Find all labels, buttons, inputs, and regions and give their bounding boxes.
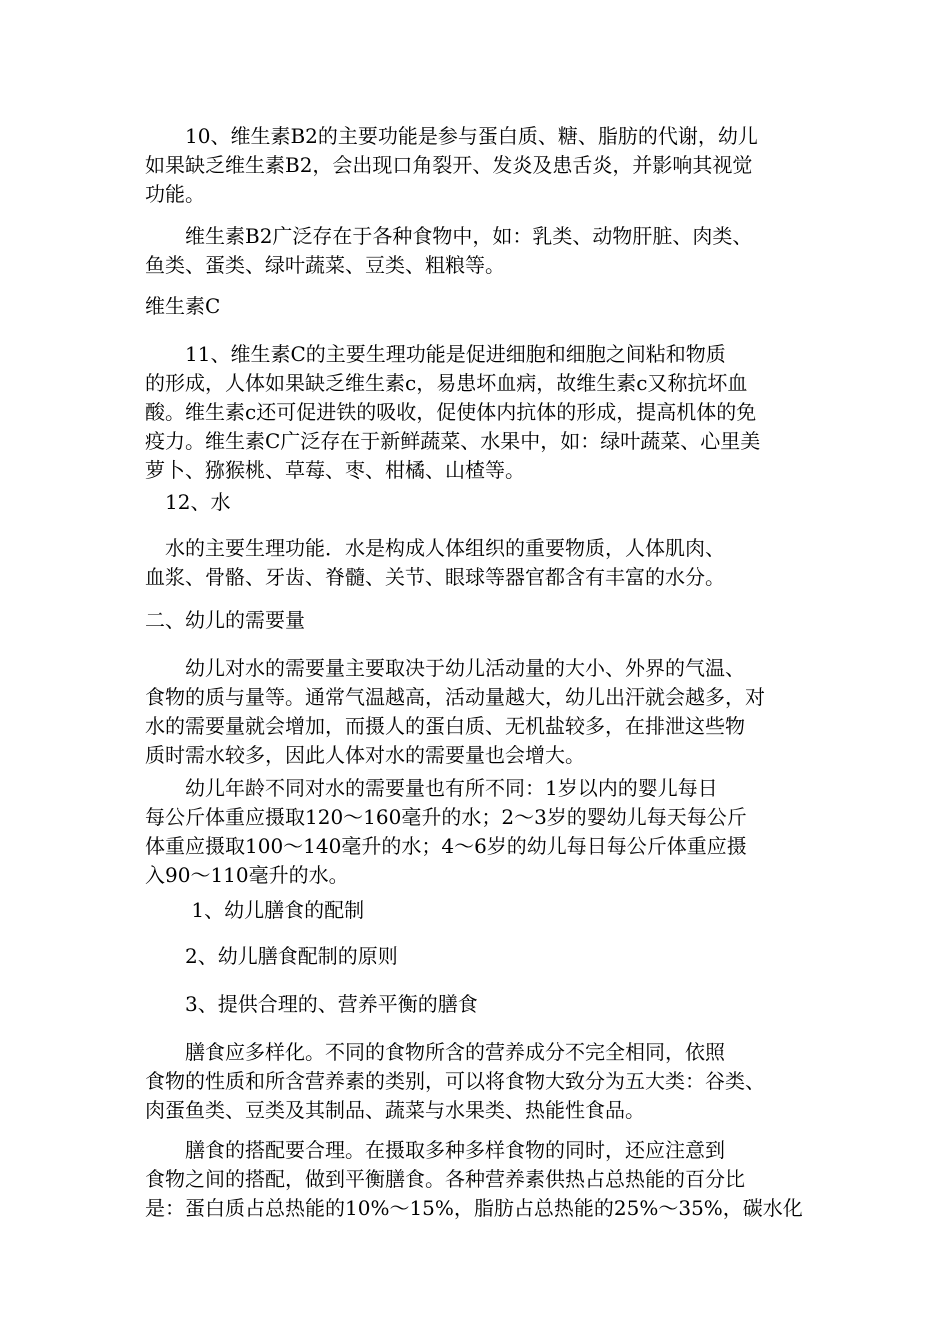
heading-diet-principles	[145, 942, 815, 971]
text-line: 1、幼儿膳食的配制	[145, 898, 365, 922]
text-line: 3、提供合理的、营养平衡的膳食	[145, 992, 478, 1016]
text-line: 11、维生素C的主要生理功能是促进细胞和细胞之间粘和物质	[145, 342, 726, 366]
text-line: 疫力。维生素C广泛存在于新鲜蔬菜、水果中，如：绿叶蔬菜、心里美	[145, 429, 761, 453]
text-line: 膳食应多样化。不同的食物所含的营养成分不完全相同，依照	[145, 1040, 725, 1064]
text-line: 萝卜、猕猴桃、草莓、枣、柑橘、山楂等。	[145, 458, 525, 482]
paragraph-diet-combination	[145, 1136, 815, 1223]
paragraph-vitamin-b2-sources	[145, 222, 815, 280]
text-line: 酸。维生素c还可促进铁的吸收，促使体内抗体的形成，提高机体的免	[145, 400, 757, 424]
paragraph-vitamin-b2-function	[145, 122, 815, 209]
text-line: 幼儿对水的需要量主要取决于幼儿活动量的大小、外界的气温、	[145, 656, 745, 680]
text-line: 2、幼儿膳食配制的原则	[145, 944, 398, 968]
heading-balanced-diet	[145, 990, 815, 1019]
text-line: 是：蛋白质占总热能的10%～15%，脂肪占总热能的25%～35%，碳水化	[145, 1196, 803, 1220]
text-line: 鱼类、蛋类、绿叶蔬菜、豆类、粗粮等。	[145, 253, 505, 277]
text-line: 维生素C	[145, 294, 221, 318]
text-line: 肉蛋鱼类、豆类及其制品、蔬菜与水果类、热能性食品。	[145, 1098, 645, 1122]
text-line: 维生素B2广泛存在于各种食物中，如：乳类、动物肝脏、肉类、	[145, 224, 753, 248]
text-line: 的形成，人体如果缺乏维生素c，易患坏血病，故维生素c又称抗坏血	[145, 371, 748, 395]
text-line: 12、水	[145, 490, 231, 514]
text-line: 食物之间的搭配，做到平衡膳食。各种营养素供热占总热能的百分比	[145, 1167, 745, 1191]
text-line: 水的主要生理功能．水是构成人体组织的重要物质，人体肌肉、	[145, 536, 725, 560]
heading-diet-preparation	[145, 896, 815, 925]
text-line: 二、幼儿的需要量	[145, 608, 305, 632]
paragraph-diet-variety	[145, 1038, 815, 1125]
text-line: 膳食的搭配要合理。在摄取多种多样食物的同时，还应注意到	[145, 1138, 725, 1162]
text-line: 每公斤体重应摄取120～160毫升的水；2～3岁的婴幼儿每天每公斤	[145, 805, 747, 829]
text-line: 10、维生素B2的主要功能是参与蛋白质、糖、脂肪的代谢，幼儿	[145, 124, 758, 148]
text-line: 水的需要量就会增加，而摄人的蛋白质、无机盐较多，在排泄这些物	[145, 714, 745, 738]
text-line: 如果缺乏维生素B2，会出现口角裂开、发炎及患舌炎，并影响其视觉	[145, 153, 753, 177]
heading-water	[145, 488, 815, 517]
text-line: 幼儿年龄不同对水的需要量也有所不同：1岁以内的婴儿每日	[145, 776, 718, 800]
heading-vitamin-c	[145, 292, 815, 321]
text-line: 食物的质与量等。通常气温越高，活动量越大，幼儿出汗就会越多，对	[145, 685, 765, 709]
text-line: 血浆、骨骼、牙齿、脊髓、关节、眼球等器官都含有丰富的水分。	[145, 565, 725, 589]
paragraph-vitamin-c	[145, 340, 815, 485]
text-line: 体重应摄取100～140毫升的水；4～6岁的幼儿每日每公斤体重应摄	[145, 834, 747, 858]
paragraph-water-requirement	[145, 654, 815, 770]
heading-child-requirement	[145, 606, 815, 635]
text-line: 食物的性质和所含营养素的类别，可以将食物大致分为五大类：谷类、	[145, 1069, 765, 1093]
text-line: 功能。	[145, 182, 205, 206]
text-line: 入90～110毫升的水。	[145, 863, 349, 887]
paragraph-water-by-age	[145, 774, 815, 890]
paragraph-water-function	[145, 534, 815, 592]
text-line: 质时需水较多，因此人体对水的需要量也会增大。	[145, 743, 585, 767]
